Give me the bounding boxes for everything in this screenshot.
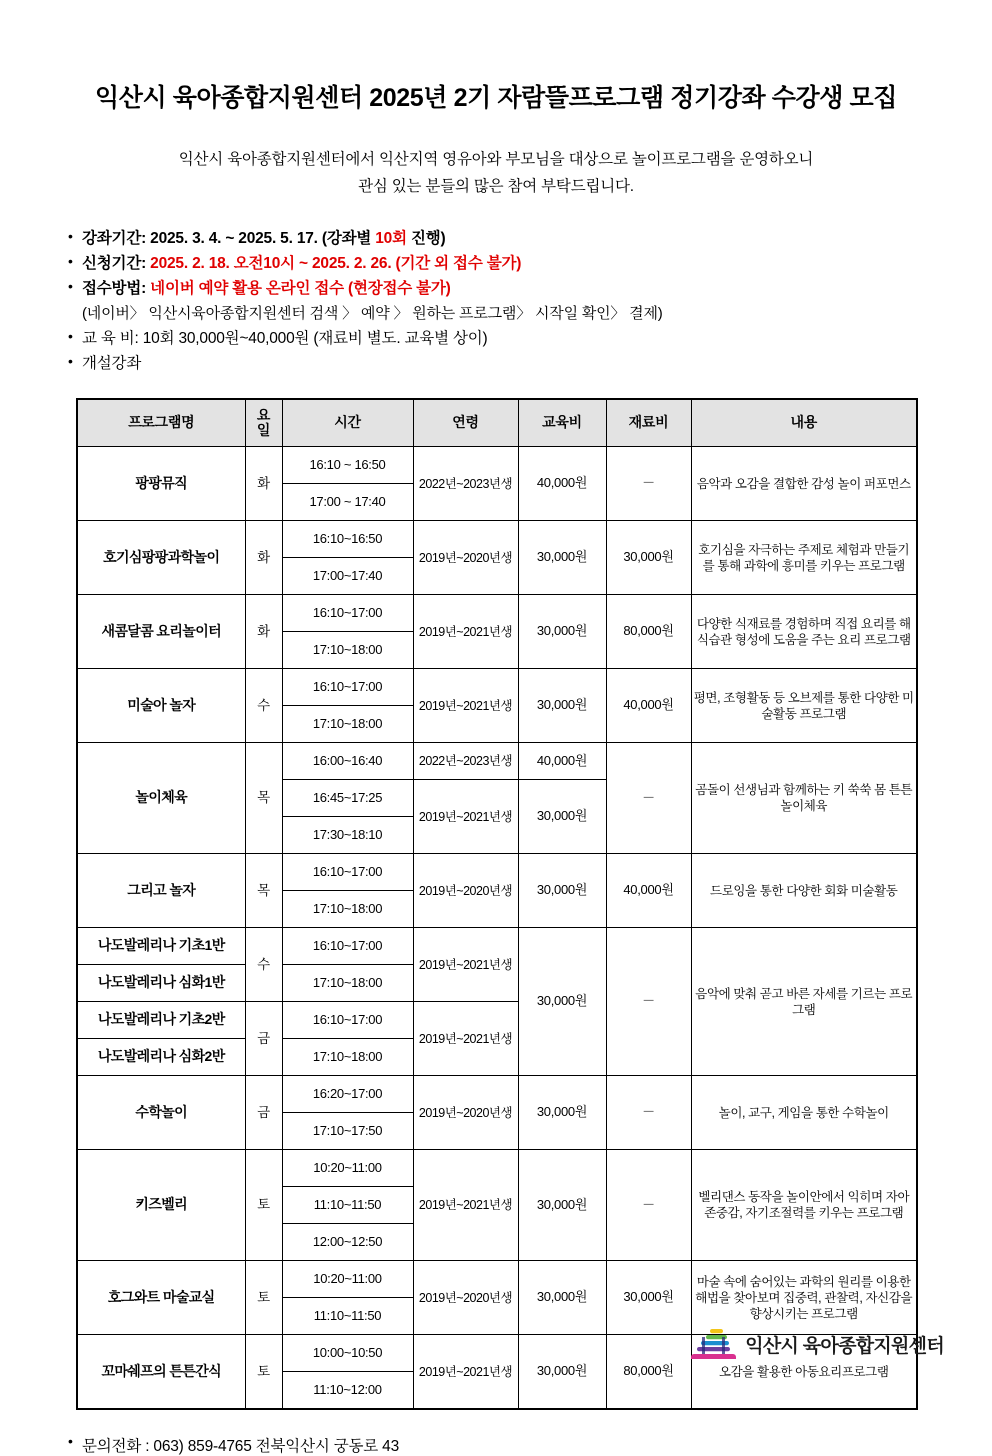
table-row [77, 928, 917, 965]
cell-time: 16:10~17:00 [282, 669, 413, 706]
cell-time: 17:10~18:00 [282, 632, 413, 669]
table-row [77, 669, 917, 706]
cell-time: 16:10~17:00 [282, 595, 413, 632]
cell-age: 2019년~2021년생 [413, 780, 518, 854]
col-header-time: 시간 [282, 399, 413, 447]
cell-time: 17:10~18:00 [282, 891, 413, 928]
bullet-apply-method-steps: (네이버〉 익산시육아종합지원센터 검색 〉 예약 〉 원하는 프로그램〉 시작일 확인〉 결제) [82, 304, 663, 322]
courses-table [76, 398, 918, 1410]
cell-age: 2019년~2021년생 [413, 1002, 518, 1076]
label-apply-method: 접수방법: [82, 280, 147, 298]
cell-time: 10:20~11:00 [282, 1261, 413, 1298]
cell-time: 11:10~11:50 [282, 1298, 413, 1335]
cell-time: 16:10~17:00 [282, 854, 413, 891]
cell-time: 11:10~12:00 [282, 1372, 413, 1410]
intro-line-2: 관심 있는 분들의 많은 참여 부탁드립니다. [358, 178, 634, 196]
value-apply-period: 2025. 2. 18. 오전10시 ~ 2025. 2. 26. (기간 외 접수 불가) [150, 255, 522, 273]
table-row [77, 1150, 917, 1187]
cell-program-name: 놀이체육 [77, 743, 245, 854]
table-header [77, 399, 917, 447]
table-row [77, 743, 917, 780]
cell-age: 2019년~2020년생 [413, 521, 518, 595]
intro-line-1: 익산시 육아종합지원센터에서 익산지역 영유아와 부모님을 대상으로 놀이프로그램을 운영하오니 [178, 151, 814, 168]
cell-content: 곰돌이 선생님과 함께하는 키 쑥쑥 몸 튼튼 놀이체육 [691, 743, 917, 854]
cell-material-fee: － [606, 1076, 691, 1150]
bullet-course-period [68, 226, 992, 251]
info-bullet-list [0, 226, 992, 376]
value-course-period-tail: 진행) [406, 230, 446, 248]
cell-fee: 30,000원 [518, 1150, 606, 1261]
col-header-program-name: 프로그램명 [77, 399, 245, 447]
cell-day: 목 [245, 854, 282, 928]
cell-material-fee: － [606, 1150, 691, 1261]
cell-content: 호기심을 자극하는 주제로 체험과 만들기를 통해 과학에 흥미를 키우는 프로그램 [691, 521, 917, 595]
cell-day: 토 [245, 1261, 282, 1335]
footer-contact-list [0, 1434, 992, 1456]
label-apply-period: 신청기간: [82, 255, 147, 273]
cell-time: 16:20~17:00 [282, 1076, 413, 1113]
cell-time: 16:10~17:00 [282, 1002, 413, 1039]
cell-program-name: 호기심팡팡과학놀이 [77, 521, 245, 595]
bullet-courses-heading: • 개설강좌 [68, 351, 992, 376]
center-logo-icon [693, 1327, 735, 1361]
cell-program-name: 호그와트 마술교실 [77, 1261, 245, 1335]
value-course-period: 2025. 3. 4. ~ 2025. 5. 17. (강좌별 [150, 230, 376, 248]
col-header-content: 내용 [691, 399, 917, 447]
cell-content: 오감을 활용한 아동요리프로그램 [691, 1335, 917, 1410]
label-tuition: 교 육 비: [82, 329, 139, 347]
cell-program-name: 나도발레리나 기초2반 [77, 1002, 245, 1039]
cell-program-name: 꼬마쉐프의 튼튼간식 [77, 1335, 245, 1410]
cell-time: 12:00~12:50 [282, 1224, 413, 1261]
cell-fee: 30,000원 [518, 669, 606, 743]
cell-material-fee: 30,000원 [606, 521, 691, 595]
cell-material-fee: 30,000원 [606, 1261, 691, 1335]
cell-material-fee: 40,000원 [606, 669, 691, 743]
footer-contact: • 문의전화 : 063) 859-4765 전북익산시 궁동로 43 [68, 1434, 992, 1456]
logo-text: 익산시 육아종합지원센터 [745, 1335, 944, 1357]
cell-program-name: 키즈벨리 [77, 1150, 245, 1261]
bullet-tuition [68, 326, 992, 351]
col-header-day-line1: 요 [256, 407, 271, 424]
cell-day: 토 [245, 1150, 282, 1261]
cell-age: 2019년~2021년생 [413, 1335, 518, 1410]
cell-content: 음악과 오감을 결합한 감성 놀이 퍼포먼스 [691, 447, 917, 521]
cell-fee: 30,000원 [518, 928, 606, 1076]
cell-time: 17:10~18:00 [282, 1039, 413, 1076]
value-tuition: 10회 30,000원~40,000원 (재료비 별도. 교육별 상이) [142, 329, 488, 347]
cell-material-fee: － [606, 743, 691, 854]
cell-content: 음악에 맞춰 곧고 바른 자세를 기르는 프로그램 [691, 928, 917, 1076]
cell-time: 11:10~11:50 [282, 1187, 413, 1224]
courses-table-container [76, 398, 916, 1410]
cell-material-fee: 40,000원 [606, 854, 691, 928]
cell-program-name: 팡팡뮤직 [77, 447, 245, 521]
bullet-apply-method [68, 276, 992, 301]
cell-day: 수 [245, 669, 282, 743]
cell-program-name: 새콤달콤 요리놀이터 [77, 595, 245, 669]
col-header-fee: 교육비 [518, 399, 606, 447]
cell-age: 2019년~2021년생 [413, 1150, 518, 1261]
cell-time: 17:00~17:40 [282, 558, 413, 595]
cell-content: 드로잉을 통한 다양한 회화 미술활동 [691, 854, 917, 928]
cell-age: 2022년~2023년생 [413, 743, 518, 780]
cell-material-fee: － [606, 447, 691, 521]
table-row [77, 521, 917, 558]
cell-fee: 30,000원 [518, 854, 606, 928]
cell-program-name: 나도발레리나 심화1반 [77, 965, 245, 1002]
cell-material-fee: 80,000원 [606, 1335, 691, 1410]
cell-content: 벨리댄스 동작을 놀이안에서 익히며 자아존중감, 자기조절력를 키우는 프로그램 [691, 1150, 917, 1261]
cell-program-name: 나도발레리나 심화2반 [77, 1039, 245, 1076]
cell-time: 16:00~16:40 [282, 743, 413, 780]
col-header-age: 연령 [413, 399, 518, 447]
cell-age: 2019년~2020년생 [413, 854, 518, 928]
cell-day: 화 [245, 595, 282, 669]
cell-content: 다양한 식재료를 경험하며 직접 요리를 해 식습관 형성에 도움을 주는 요리 프로그램 [691, 595, 917, 669]
cell-content: 마술 속에 숨어있는 과학의 원리를 이용한 해법을 찾아보며 집중력, 관찰력, 자신감을 향상시키는 프로그램 [691, 1261, 917, 1335]
cell-day: 금 [245, 1076, 282, 1150]
cell-time: 16:45~17:25 [282, 780, 413, 817]
cell-fee: 30,000원 [518, 1261, 606, 1335]
cell-time: 17:10~18:00 [282, 965, 413, 1002]
cell-program-name: 미술아 놀자 [77, 669, 245, 743]
cell-age: 2019년~2021년생 [413, 928, 518, 1002]
col-header-day-line2: 일 [256, 422, 271, 439]
cell-fee: 30,000원 [518, 595, 606, 669]
cell-time: 10:20~11:00 [282, 1150, 413, 1187]
cell-age: 2019년~2021년생 [413, 669, 518, 743]
cell-time: 17:30~18:10 [282, 817, 413, 854]
cell-time: 10:00~10:50 [282, 1335, 413, 1372]
cell-day: 화 [245, 521, 282, 595]
cell-age: 2019년~2020년생 [413, 1076, 518, 1150]
cell-time: 17:10~17:50 [282, 1113, 413, 1150]
organization-logo [693, 1327, 944, 1361]
label-course-period: 강좌기간: [82, 230, 147, 248]
cell-day: 목 [245, 743, 282, 854]
cell-day: 금 [245, 1002, 282, 1076]
cell-program-name: 그리고 놀자 [77, 854, 245, 928]
cell-day: 화 [245, 447, 282, 521]
bullet-apply-period [68, 251, 992, 276]
table-row [77, 1261, 917, 1298]
cell-age: 2019년~2020년생 [413, 1261, 518, 1335]
value-course-count: 10회 [375, 230, 407, 248]
table-row [77, 447, 917, 484]
cell-program-name: 수학놀이 [77, 1076, 245, 1150]
cell-time: 16:10~16:50 [282, 521, 413, 558]
cell-program-name: 나도발레리나 기초1반 [77, 928, 245, 965]
table-body [77, 447, 917, 1410]
cell-material-fee: 80,000원 [606, 595, 691, 669]
cell-age: 2022년~2023년생 [413, 447, 518, 521]
cell-age: 2019년~2021년생 [413, 595, 518, 669]
cell-time: 16:10 ~ 16:50 [282, 447, 413, 484]
cell-fee: 30,000원 [518, 521, 606, 595]
cell-fee: 30,000원 [518, 1076, 606, 1150]
page-title: 익산시 육아종합지원센터 2025년 2기 자람뜰프로그램 정기강좌 수강생 모집 [94, 84, 898, 112]
cell-time: 16:10~17:00 [282, 928, 413, 965]
table-header-row [77, 399, 917, 447]
table-row [77, 1076, 917, 1113]
cell-fee: 30,000원 [518, 780, 606, 854]
value-apply-method: 네이버 예약 활용 온라인 접수 (현장접수 불가) [150, 280, 451, 298]
cell-time: 17:00 ~ 17:40 [282, 484, 413, 521]
table-row [77, 854, 917, 891]
table-row [77, 595, 917, 632]
cell-fee: 40,000원 [518, 447, 606, 521]
col-header-day [245, 399, 282, 447]
intro-paragraph [0, 146, 992, 200]
cell-content: 평면, 조형활동 등 오브제를 통한 다양한 미술활동 프로그램 [691, 669, 917, 743]
cell-material-fee: － [606, 928, 691, 1076]
cell-fee: 30,000원 [518, 1335, 606, 1410]
col-header-material-fee: 재료비 [606, 399, 691, 447]
cell-day: 수 [245, 928, 282, 1002]
cell-time: 17:10~18:00 [282, 706, 413, 743]
cell-fee: 40,000원 [518, 743, 606, 780]
cell-day: 토 [245, 1335, 282, 1410]
cell-content: 놀이, 교구, 게임을 통한 수학놀이 [691, 1076, 917, 1150]
